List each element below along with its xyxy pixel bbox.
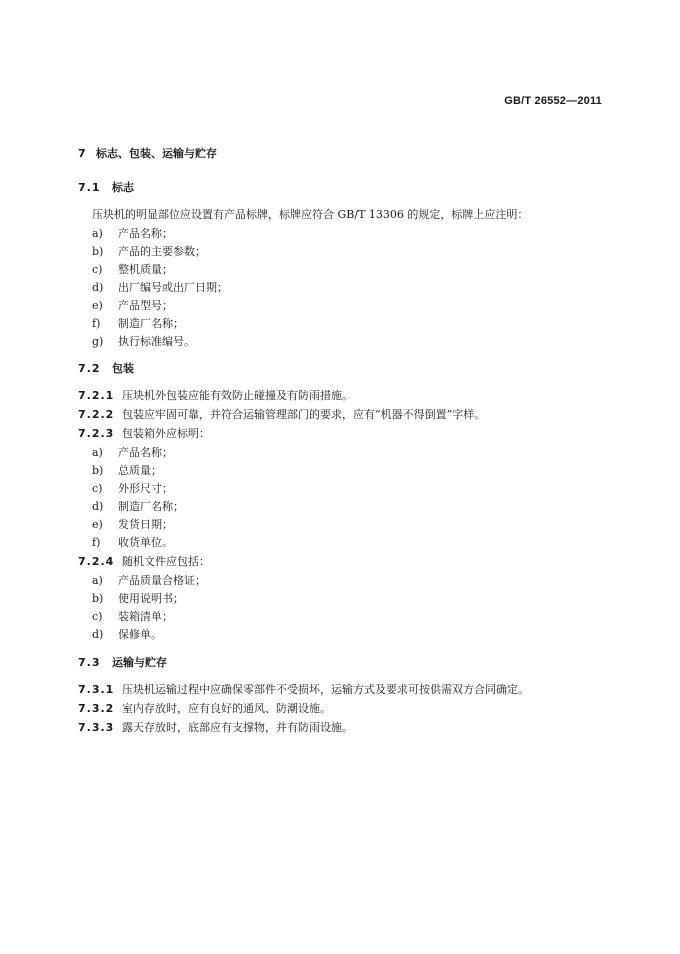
list-item: d) 保修单。 [92,628,162,641]
list-item: f) 制造厂名称； [92,317,184,330]
standard-code: GB/T 26552—2011 [504,95,602,107]
list-item: a) 产品名称； [92,227,173,240]
list-item: c) 整机质量； [92,263,173,276]
clause-7-2-3: 7.2.3 包装箱外应标明： [78,427,210,440]
section-7-3-heading [78,656,167,670]
list-item: a) 产品名称； [92,446,173,459]
section-7-3-number: 7.3 [78,656,101,669]
clause-7-2-1: 7.2.1 压块机外包装应能有效防止碰撞及有防雨措施。 [78,389,353,402]
list-item: c) 装箱清单； [92,610,173,623]
section-7-1-number: 7.1 [78,181,101,194]
clause-7-2-4: 7.2.4 随机文件应包括： [78,555,210,568]
clause-7-3-2: 7.3.2 室内存放时，应有良好的通风、防潮设施。 [78,702,331,715]
list-item: a) 产品质量合格证； [92,574,206,587]
list-item: c) 外形尺寸； [92,482,173,495]
clause-7-3-3: 7.3.3 露天存放时，底部应有支撑物，并有防雨设施。 [78,721,353,734]
clause-7-3-1: 7.3.1 压块机运输过程中应确保零部件不受损坏，运输方式及要求可按供需双方合同确定。 [78,683,529,696]
list-item: b) 使用说明书； [92,592,184,605]
section-7-2-number: 7.2 [78,362,101,375]
list-item: b) 总质量； [92,464,162,477]
clause-7-2-2: 7.2.2 包装应牢固可靠，并符合运输管理部门的要求，应有“机器不得倒置”字样。 [78,408,486,421]
section-7-2-title: 包装 [112,362,134,375]
list-item: g) 执行标准编号。 [92,335,195,348]
section-7-title: 标志、包装、运输与贮存 [96,147,217,160]
list-item: e) 产品型号； [92,299,173,312]
section-7-2-heading [78,362,134,376]
section-7-1-intro: 压块机的明显部位应设置有产品标牌，标牌应符合 GB/T 13306 的规定，标牌上应注明： [92,208,529,221]
section-7-number: 7 [78,147,86,160]
section-7-heading [78,147,217,161]
list-item: e) 发货日期； [92,518,173,531]
section-7-1-heading [78,181,134,195]
list-item: f) 收货单位。 [92,536,173,549]
section-7-3-title: 运输与贮存 [112,656,167,669]
list-item: d) 出厂编号或出厂日期； [92,281,228,294]
list-item: d) 制造厂名称； [92,500,184,513]
section-7-1-title: 标志 [112,181,134,194]
list-item: b) 产品的主要参数； [92,245,206,258]
